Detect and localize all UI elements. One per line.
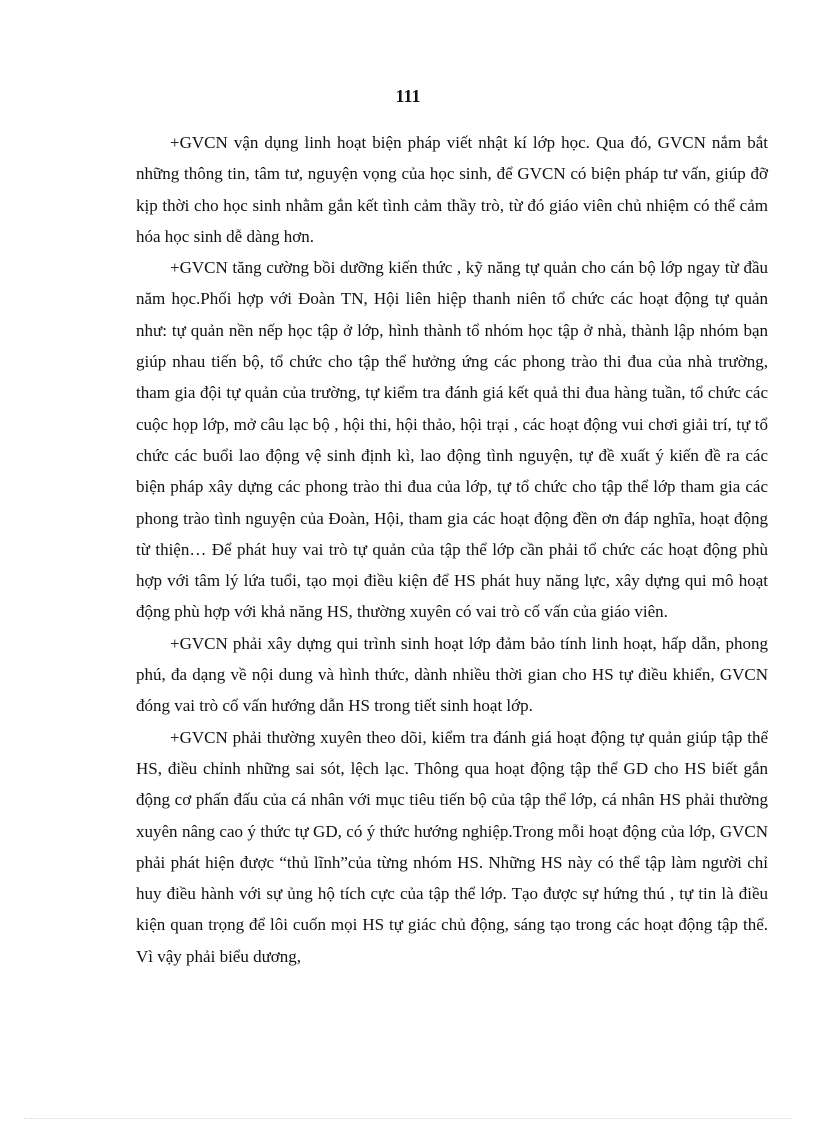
page-number: 111 (395, 86, 421, 106)
paragraph-monitoring: +GVCN phải thường xuyên theo dõi, kiểm tra đánh giá hoạt động tự quản giúp tập thể HS, điều chỉnh những sai sót, lệch lạc. Thông qua hoạt động tập thể GD cho HS biết gắn động cơ phấn đấu của cá nhân với mục tiêu tiến bộ của tập thể lớp, cá nhân HS phải thường xuyên nâng cao ý thức tự GD, có ý thức hướng nghiệp.Trong mỗi hoạt động của lớp, GVCN phải phát hiện được “thủ lĩnh”của từng nhóm HS. Những HS này có thể tập làm người chỉ huy điều hành với sự ủng hộ tích cực của tập thể lớp. Tạo được sự hứng thú , tự tin là điều kiện quan trọng để lôi cuốn mọi HS tự giác chủ động, sáng tạo trong các hoạt động tập thể. Vì vậy phải biểu dương, (136, 727, 768, 966)
document-body (136, 127, 768, 972)
paragraph-class-meeting: +GVCN phải xây dựng qui trình sinh hoạt lớp đảm bảo tính linh hoạt, hấp dẫn, phong phú, đa dạng về nội dung và hình thức, dành nhiều thời gian cho HS tự điều khiển, GVCN đóng vai trò cố vấn hướng dẫn HS trong tiết sinh hoạt lớp. (136, 633, 768, 716)
paragraph-self-management: +GVCN tăng cường bồi dưỡng kiến thức , kỹ năng tự quản cho cán bộ lớp ngay từ đầu năm học.Phối hợp với Đoàn TN, Hội liên hiệp thanh niên tổ chức các hoạt động tự quản như: tự quản nền nếp học tập ở lớp, hình thành tổ nhóm học tập ở nhà, thành lập nhóm bạn giúp nhau tiến bộ, tổ chức cho tập thể hưởng ứng các phong trào thi đua của nhà trường, tham gia đội tự quản của trường, tự kiểm tra đánh giá kết quả thi đua hàng tuần, tổ chức các cuộc họp lớp, mở câu lạc bộ , hội thi, hội thảo, hội trại , các hoạt động vui chơi giải trí, tự tổ chức các buổi lao động vệ sinh định kì, lao động tình nguyện, tự đề xuất ý kiến đề ra các biện pháp xây dựng các phong trào thi đua của lớp, tự tổ chức cho tập thể lớp tham gia các phong trào tình nguyện của Đoàn, Hội, tham gia các hoạt động đền ơn đáp nghĩa, hoạt động từ thiện… Để phát huy vai trò tự quản của tập thể lớp cần phải tổ chức các hoạt động phù hợp với tâm lý lứa tuổi, tạo mọi điều kiện để HS phát huy năng lực, xây dựng qui mô hoạt động phù hợp với khả năng HS, thường xuyên có vai trò cố vấn của giáo viên. (136, 258, 768, 622)
paragraph-diary: +GVCN vận dụng linh hoạt biện pháp viết nhật kí lớp học. Qua đó, GVCN nắm bắt những thông tin, tâm tư, nguyện vọng của học sinh, để GVCN có biện pháp tư vấn, giúp đỡ kịp thời cho học sinh nhằm gắn kết tình cảm thầy trò, từ đó giáo viên chủ nhiệm có thể cảm hóa học sinh dễ dàng hơn. (136, 133, 768, 246)
page-bottom-divider (24, 1118, 792, 1119)
